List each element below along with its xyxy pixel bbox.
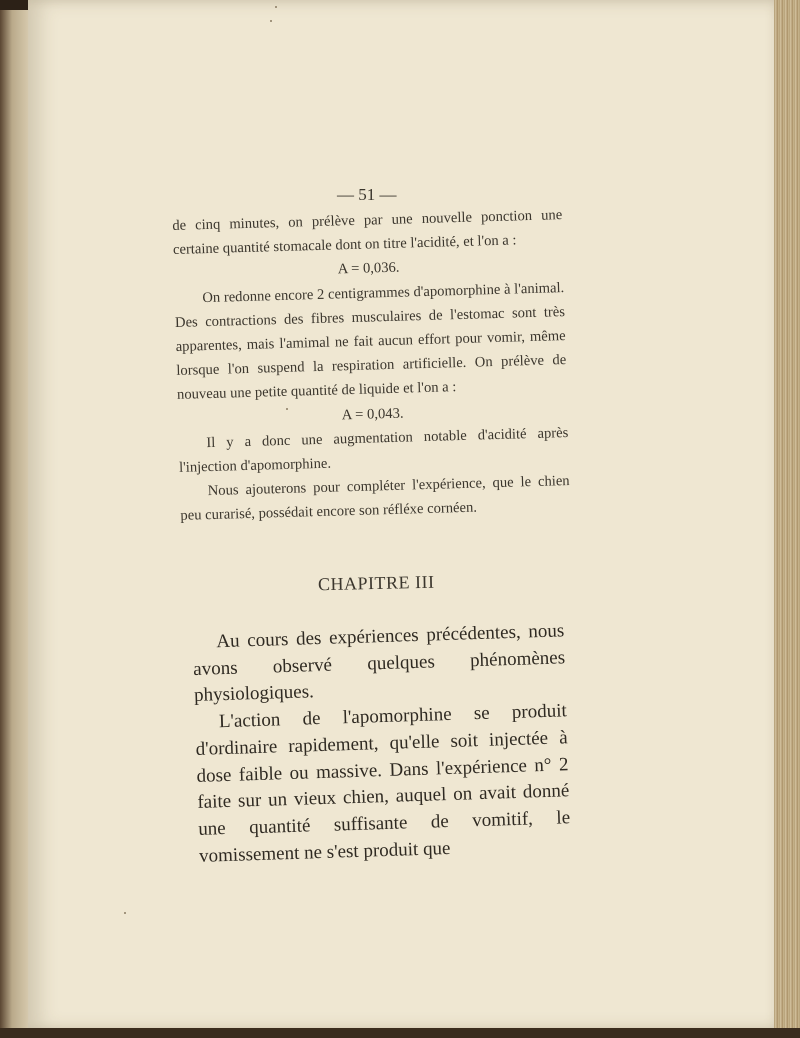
page-number: — 51 — (337, 185, 397, 204)
paragraph: L'action de l'apomorphine se produit d'ordinaire rapidement, qu'elle soit injectée à dose faible ou massive. Dans l'expérience n° 2 faite sur un vieux chien, auquel on avait donné une quantité suffisante de vomitif, le vomissement ne s'est produit que (195, 700, 571, 867)
chapter-title: CHAPITRE III (317, 571, 435, 595)
formula-line: A = 0,043. (341, 405, 404, 423)
formula-line: A = 0,036. (337, 260, 400, 278)
paper-speck (124, 912, 126, 914)
book-page-edges (774, 0, 800, 1038)
bottom-edge (0, 1028, 800, 1038)
paper-speck (275, 6, 277, 8)
paragraph: Nous ajouterons pour compléter l'expérience, que le chien peu curarisé, possédait encore son réfléxe cornéen. (180, 473, 570, 525)
paper-speck (270, 20, 272, 22)
paragraph: Au cours des expériences précédentes, nous avons observé quelques phénomènes physiologiques. (192, 620, 566, 707)
chapter-body-text (192, 618, 571, 870)
paragraph: On redonne encore 2 centigrammes d'apomorphine à l'animal. Des contractions des fibres musculaires de l'estomac sont très apparentes, mais l'amimal ne fait aucun effort pour vomir, même lorsque l'on suspend la respiration artificielle. On prélève de nouveau une petite quantité de liquide et l'on a : (174, 279, 567, 404)
preceding-section-text (172, 203, 571, 528)
paper-speck (286, 408, 288, 410)
paragraph: de cinq minutes, on prélève par une nouvelle ponction une certaine quantité stomacale dont on titre l'acidité, et l'on a : (172, 207, 563, 259)
paragraph: Il y a donc une augmentation notable d'acidité après l'injection d'apomorphine. (178, 424, 569, 476)
left-page-edge (0, 10, 30, 1030)
